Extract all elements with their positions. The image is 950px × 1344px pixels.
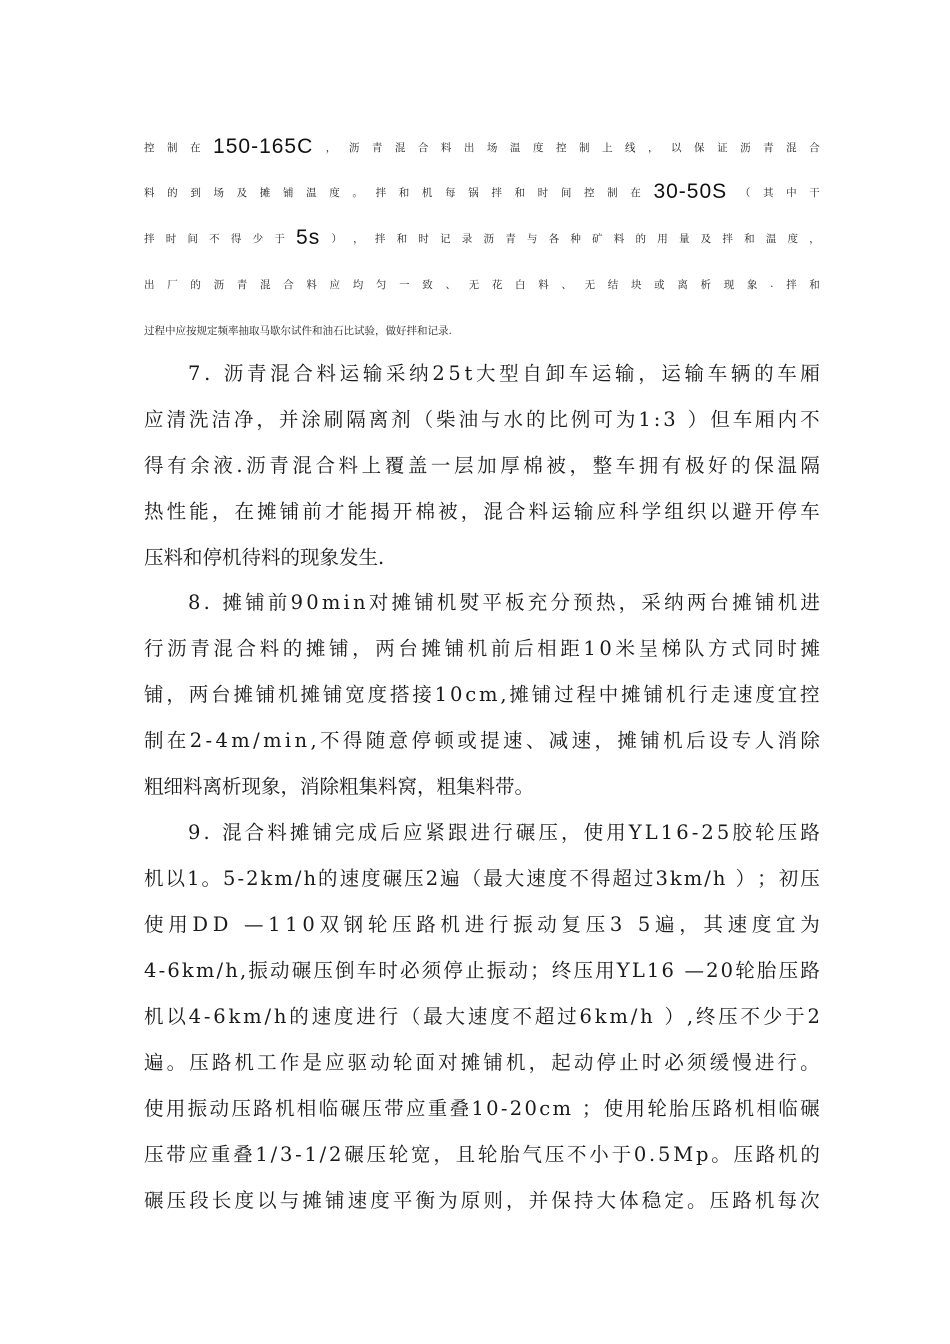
small-line-1 [144,127,820,167]
small-token: 在 [190,141,201,154]
paragraph-8-line-1: 8 . 摊 铺 前 9 0 m i n 对 摊 铺 机 熨 平 板 充 分 预 热 ， 采 纳 两 台 摊 铺 机 进 [188,591,820,614]
small-token: 青 [371,141,383,154]
small-token: 一 [399,278,410,291]
small-token: 均 [352,278,364,291]
small-token: 温 [306,186,317,199]
small-token: 或 [654,278,665,291]
small-line-2 [144,172,820,212]
small-token: 匀 [375,278,387,291]
small-token: 机 [421,186,433,199]
small-token: 青 [236,278,248,291]
small-token: 与 [526,232,538,245]
paragraph-9-line-9: 碾 压 段 长 度 以 与 摊 铺 速 度 平 衡 为 原 则 ， 并 保 持 大 体 稳 定 。 压 路 机 每 次 [144,1189,820,1212]
small-token: 料 [613,232,625,245]
small-token: 铺 [282,186,294,199]
small-token: 证 [717,141,728,154]
small-token: 的 [635,232,646,245]
small-token: 白 [515,278,526,291]
small-token: 得 [230,232,242,245]
small-token: 花 [491,278,503,291]
small-token: 结 [607,278,619,291]
small-token: 现 [723,278,735,291]
small-token: 、 [445,278,456,291]
small-token: 控 [144,141,155,154]
small-token: 场 [486,141,498,154]
small-token: 拌 [722,232,733,245]
small-token: 保 [694,141,705,154]
small-token: 象 [746,278,758,291]
small-token: 场 [213,186,224,199]
small-token: 时 [418,232,429,245]
paragraph-9-line-1: 9 . 混 合 料 摊 铺 完 成 后 应 紧 跟 进 行 碾 压 ， 使 用 Y L 1 6 - 2 5 胶 轮 压 路 [188,821,820,844]
small-token: ， [353,232,364,245]
small-token: 拌 [375,186,387,199]
small-token: 干 [809,186,820,199]
small-token: 用 [657,232,668,245]
small-token: 和 [744,232,755,245]
small-token: ， [325,141,337,154]
small-token: 混 [394,141,406,154]
paragraph-9-line-4: 4 - 6 k m / h , 振 动 碾 压 倒 车 时 必 须 停 止 振 动 ； 终 压 用 Y L 1 6 — 2 0 轮 胎 压 路 [144,959,820,982]
paragraph-9-line-5: 机 以 4 - 6 k m / h 的 速 度 进 行 （ 最 大 速 度 不 超 过 6 k m / h ） , 终 压 不 少 于 2 [144,1005,820,1028]
small-token: 间 [187,232,198,245]
small-token: 各 [548,232,560,245]
small-token: 出 [144,278,155,291]
small-token: . [770,278,774,290]
paragraph-7-line-5: 压料和停机待料的现象发生. [144,546,385,569]
paragraph-8-line-4: 制 在 2 - 4 m / m i n , 不 得 随 意 停 顿 或 提 速 、 减 速 ， 摊 铺 机 后 设 专 人 消 除 [144,729,820,752]
paragraph-8-line-3: 铺 ， 两 台 摊 铺 机 摊 铺 宽 度 搭 接 1 0 c m , 摊 铺 过 程 中 摊 铺 机 行 走 速 度 宜 控 [144,683,820,706]
small-token: 料 [306,278,317,291]
paragraph-7-line-3: 得 有 余 液 . 沥 青 混 合 料 上 覆 盖 一 层 加 厚 棉 被 ， 整 车 拥 有 极 好 的 保 温 隔 [144,454,820,477]
small-token: 时 [537,186,549,199]
small-token: 和 [514,186,525,199]
small-token: 锅 [468,186,479,199]
small-token: 。 [352,186,363,199]
small-token: 料 [144,186,155,199]
small-token: 矿 [592,232,603,245]
small-token: 混 [786,141,797,154]
small-token: ） [331,232,342,245]
small-token: 以 [671,141,682,154]
small-token: 温 [509,141,521,154]
small-token: 在 [630,186,641,199]
small-token: 的 [190,278,201,291]
small-token: 出 [463,141,475,154]
small-token: 量 [678,232,690,245]
small-token: 线 [625,141,636,154]
small-token: 记 [440,232,451,245]
small-token: 料 [440,141,452,154]
small-token: 30-50S [653,180,728,203]
small-token: 制 [607,186,618,199]
paragraph-9-line-7: 使 用 振 动 压 路 机 相 临 碾 压 带 应 重 叠 1 0 - 2 0 c m ； 使 用 轮 胎 压 路 机 相 临 碾 [144,1097,820,1120]
small-token: 时 [165,232,177,245]
small-token: 拌 [786,278,797,291]
paragraph-7-line-2: 应 清 洗 洁 净 ， 并 涂 刷 隔 离 剂 （ 柴 油 与 水 的 比 例 可 为 1 : 3 ） 但 车 厢 内 不 [144,408,820,431]
small-token: 5s [296,226,321,249]
small-token: 拌 [144,232,155,245]
small-token: 控 [583,186,595,199]
paragraph-7-line-1: 7 . 沥 青 混 合 料 运 输 采 纳 2 5 t 大 型 自 卸 车 运 输 ， 运 输 车 辆 的 车 厢 [188,362,820,385]
small-token: 摊 [259,186,271,199]
small-token: 间 [560,186,572,199]
small-token: 度 [329,186,340,199]
small-token: 应 [329,278,340,291]
small-token: 制 [578,141,590,154]
small-token: ， [648,141,659,154]
small-token: 沥 [740,141,751,154]
paragraph-8-line-5: 粗细料离析现象，消除粗集料窝，粗集料带。 [144,775,535,798]
small-token: 合 [283,278,294,291]
small-token: 150-165C [213,135,314,158]
small-token: 控 [555,141,567,154]
small-token: 沥 [213,278,225,291]
small-line-5-text: 过程中应按规定频率抽取马歇尔试件和油石比试验，做好拌和记录. [144,324,452,337]
small-token: 合 [809,141,820,154]
small-token: 少 [252,232,264,245]
paragraph-9-line-8: 压 带 应 重 叠 1 / 3 - 1 / 2 碾 压 轮 宽 ， 且 轮 胎 气 压 不 小 于 0 . 5 M p 。 压 路 机 的 [144,1143,820,1166]
small-token: 制 [167,141,178,154]
small-token: （ [739,186,751,199]
small-token: 沥 [348,141,360,154]
small-token: 无 [468,278,480,291]
small-line-4 [144,264,820,304]
paragraph-8-line-2: 行 沥 青 混 合 料 的 摊 铺 ， 两 台 摊 铺 机 前 后 相 距 1 0 米 呈 梯 队 方 式 同 时 摊 [144,637,820,660]
small-token: 于 [274,232,285,245]
small-token: 和 [398,186,410,199]
small-token: 合 [417,141,429,154]
paragraph-9-line-6: 遍 。 压 路 机 工 作 是 应 驱 动 轮 面 对 摊 铺 机 ， 起 动 停 止 时 必 须 缓 慢 进 行 。 [144,1051,820,1074]
small-token: 、 [561,278,572,291]
small-token: 拌 [491,186,502,199]
small-token: 温 [765,232,777,245]
small-token: ， [809,232,820,245]
small-token: 青 [763,141,774,154]
small-token: 厂 [167,278,178,291]
small-token: 上 [601,141,613,154]
small-token: 每 [445,186,456,199]
paragraph-9-line-3: 使 用 D D — 1 1 0 双 钢 轮 压 路 机 进 行 振 动 复 压 3 5 遍 ， 其 速 度 宜 为 [144,913,820,936]
small-token: 度 [787,232,799,245]
small-token: 种 [570,232,581,245]
small-token: 及 [236,186,248,199]
small-token: 其 [762,186,774,199]
small-token: 析 [700,278,711,291]
small-token: 沥 [483,232,494,245]
small-token: 到 [190,186,201,199]
small-token: 录 [461,232,473,245]
small-line-3 [144,218,820,258]
small-token: 和 [809,278,820,291]
small-token: 中 [786,186,797,199]
small-token: 的 [167,186,178,199]
small-token: 致 [422,278,433,291]
small-token: 和 [396,232,408,245]
small-token: 拌 [374,232,386,245]
small-token: 无 [584,278,596,291]
paragraph-7-line-4: 热 性 能 ， 在 摊 铺 前 才 能 揭 开 棉 被 ， 混 合 料 运 输 应 科 学 组 织 以 避 开 停 车 [144,500,820,523]
small-token: 青 [505,232,516,245]
small-token: 料 [538,278,549,291]
small-line-5 [144,310,820,350]
small-token: 离 [677,278,688,291]
small-token: 块 [630,278,642,291]
small-token: 度 [532,141,544,154]
small-token: 不 [209,232,220,245]
small-token: 及 [700,232,712,245]
paragraph-9-line-2: 机 以 1 。 5 - 2 k m / h 的 速 度 碾 压 2 遍 （ 最 大 速 度 不 得 超 过 3 k m / h ） ； 初 压 [144,867,820,890]
small-token: 混 [259,278,271,291]
